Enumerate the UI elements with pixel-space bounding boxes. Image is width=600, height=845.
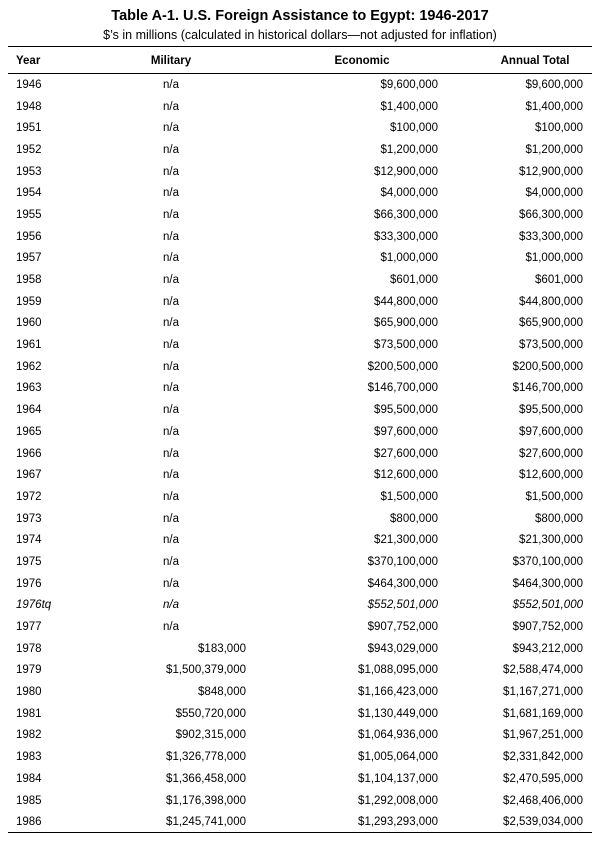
cell-military: n/a	[163, 339, 179, 352]
cell-economic: $27,600,000	[374, 447, 438, 460]
table-row	[8, 768, 592, 790]
cell-military: n/a	[163, 165, 179, 178]
cell-total: $44,800,000	[519, 295, 583, 308]
table-row	[8, 638, 592, 660]
cell-total: $1,681,169,000	[503, 707, 583, 720]
cell-economic: $44,800,000	[374, 295, 438, 308]
cell-total: $370,100,000	[512, 555, 583, 568]
cell-economic: $146,700,000	[367, 382, 438, 395]
cell-year: 1980	[16, 686, 42, 699]
header-military: Military	[150, 55, 192, 67]
table-row	[8, 96, 592, 118]
cell-year: 1985	[16, 794, 42, 807]
table-row	[8, 486, 592, 508]
cell-year: 1984	[16, 772, 42, 785]
cell-military: n/a	[163, 274, 179, 287]
cell-military: n/a	[163, 143, 179, 156]
cell-year: 1957	[16, 252, 42, 265]
table-row	[8, 790, 592, 812]
cell-military: n/a	[163, 534, 179, 547]
cell-military: n/a	[163, 425, 179, 438]
cell-military: n/a	[163, 208, 179, 221]
cell-year: 1975	[16, 555, 42, 568]
cell-year: 1963	[16, 382, 42, 395]
table-row	[8, 746, 592, 768]
cell-military: n/a	[163, 360, 179, 373]
cell-year: 1946	[16, 78, 42, 91]
cell-military: n/a	[163, 295, 179, 308]
cell-economic: $33,300,000	[374, 230, 438, 243]
assistance-table	[8, 49, 592, 833]
table-row	[8, 573, 592, 595]
table-row	[8, 291, 592, 313]
table-row	[8, 399, 592, 421]
table-row	[8, 378, 592, 400]
cell-military: $902,315,000	[175, 729, 246, 742]
cell-total: $601,000	[535, 274, 583, 287]
cell-economic: $65,900,000	[374, 317, 438, 330]
cell-military: n/a	[163, 404, 179, 417]
cell-total: $943,212,000	[512, 642, 583, 655]
cell-total: $100,000	[535, 122, 583, 135]
cell-year: 1977	[16, 621, 42, 634]
table-row	[8, 74, 592, 96]
cell-year: 1986	[16, 816, 42, 829]
cell-economic: $97,600,000	[374, 425, 438, 438]
cell-year: 1973	[16, 512, 42, 525]
table-row	[8, 248, 592, 270]
cell-military: $1,366,458,000	[166, 772, 246, 785]
cell-total: $2,470,595,000	[503, 772, 583, 785]
cell-year: 1976	[16, 577, 42, 590]
cell-military: $848,000	[198, 686, 246, 699]
cell-economic: $800,000	[390, 512, 438, 525]
cell-military: n/a	[163, 512, 179, 525]
cell-military: n/a	[163, 621, 179, 634]
cell-total: $1,967,251,000	[503, 729, 583, 742]
cell-economic: $1,500,000	[380, 490, 438, 503]
cell-total: $2,539,034,000	[503, 816, 583, 829]
table-row	[8, 161, 592, 183]
table-row	[8, 464, 592, 486]
cell-military: n/a	[163, 382, 179, 395]
top-rule	[8, 46, 592, 47]
table-row	[8, 681, 592, 703]
cell-military: $1,176,398,000	[166, 794, 246, 807]
cell-year: 1960	[16, 317, 42, 330]
table-title: Table A-1. U.S. Foreign Assistance to Egypt: 1946-2017	[111, 8, 489, 24]
cell-year: 1955	[16, 208, 42, 221]
table-row	[8, 334, 592, 356]
cell-year: 1958	[16, 274, 42, 287]
cell-economic: $21,300,000	[374, 534, 438, 547]
cell-total: $33,300,000	[519, 230, 583, 243]
cell-economic: $66,300,000	[374, 208, 438, 221]
table-row	[8, 508, 592, 530]
cell-year: 1982	[16, 729, 42, 742]
cell-military: n/a	[163, 577, 179, 590]
table-row	[8, 725, 592, 747]
cell-total: $464,300,000	[512, 577, 583, 590]
cell-military: n/a	[163, 78, 179, 91]
cell-economic: $1,293,293,000	[358, 816, 438, 829]
bottom-rule	[8, 832, 592, 833]
table-row	[8, 703, 592, 725]
cell-economic: $4,000,000	[380, 187, 438, 200]
cell-economic: $9,600,000	[380, 78, 438, 91]
cell-total: $1,167,271,000	[503, 686, 583, 699]
table-row	[8, 117, 592, 139]
table-row	[8, 139, 592, 161]
cell-total: $95,500,000	[519, 404, 583, 417]
table-row	[8, 660, 592, 682]
cell-economic: $100,000	[390, 122, 438, 135]
cell-economic: $1,400,000	[380, 100, 438, 113]
cell-economic: $464,300,000	[367, 577, 438, 590]
cell-year: 1978	[16, 642, 42, 655]
cell-year: 1952	[16, 143, 42, 156]
cell-total: $1,000,000	[525, 252, 583, 265]
header-year: Year	[16, 55, 41, 67]
cell-year: 1961	[16, 339, 42, 352]
cell-economic: $95,500,000	[374, 404, 438, 417]
cell-year: 1956	[16, 230, 42, 243]
cell-military: n/a	[163, 187, 179, 200]
cell-military: n/a	[163, 490, 179, 503]
cell-total: $4,000,000	[525, 187, 583, 200]
cell-total: $65,900,000	[519, 317, 583, 330]
cell-total: $907,752,000	[512, 621, 583, 634]
cell-military: n/a	[163, 100, 179, 113]
cell-economic: $943,029,000	[367, 642, 438, 655]
cell-military: n/a	[163, 122, 179, 135]
cell-military: n/a	[163, 230, 179, 243]
cell-year: 1954	[16, 187, 42, 200]
cell-economic: $1,088,095,000	[358, 664, 438, 677]
cell-military: n/a	[163, 447, 179, 460]
table-row	[8, 269, 592, 291]
table-row	[8, 443, 592, 465]
cell-economic: $12,600,000	[374, 469, 438, 482]
cell-total: $200,500,000	[512, 360, 583, 373]
cell-total: $12,600,000	[519, 469, 583, 482]
cell-year: 1951	[16, 122, 42, 135]
header-row	[8, 49, 592, 74]
cell-total: $66,300,000	[519, 208, 583, 221]
cell-military: $550,720,000	[175, 707, 246, 720]
cell-military: n/a	[163, 469, 179, 482]
header-total: Annual Total	[500, 55, 570, 67]
cell-total: $9,600,000	[525, 78, 583, 91]
cell-total: $73,500,000	[519, 339, 583, 352]
cell-economic: $1,130,449,000	[358, 707, 438, 720]
cell-year: 1953	[16, 165, 42, 178]
table-row	[8, 551, 592, 573]
table-row	[8, 313, 592, 335]
cell-total: $12,900,000	[519, 165, 583, 178]
cell-year: 1965	[16, 425, 42, 438]
table-row	[8, 595, 592, 617]
cell-year: 1959	[16, 295, 42, 308]
cell-total: $2,588,474,000	[503, 664, 583, 677]
table-row	[8, 811, 592, 833]
cell-economic: $1,104,137,000	[358, 772, 438, 785]
table-row	[8, 226, 592, 248]
header-economic: Economic	[334, 55, 390, 67]
cell-total: $1,200,000	[525, 143, 583, 156]
table-body	[8, 74, 592, 834]
cell-year: 1983	[16, 751, 42, 764]
cell-military: $1,500,379,000	[166, 664, 246, 677]
cell-economic: $200,500,000	[367, 360, 438, 373]
cell-economic: $601,000	[390, 274, 438, 287]
cell-total: $552,501,000	[512, 599, 583, 612]
cell-economic: $907,752,000	[367, 621, 438, 634]
cell-military: $1,245,741,000	[166, 816, 246, 829]
cell-total: $1,500,000	[525, 490, 583, 503]
cell-year: 1976tq	[16, 599, 52, 612]
cell-military: $183,000	[198, 642, 246, 655]
cell-year: 1948	[16, 100, 42, 113]
cell-year: 1966	[16, 447, 42, 460]
cell-year: 1964	[16, 404, 42, 417]
cell-economic: $1,005,064,000	[358, 751, 438, 764]
cell-military: $1,326,778,000	[166, 751, 246, 764]
cell-year: 1981	[16, 707, 42, 720]
cell-economic: $73,500,000	[374, 339, 438, 352]
cell-economic: $12,900,000	[374, 165, 438, 178]
cell-economic: $1,166,423,000	[358, 686, 438, 699]
table-row	[8, 356, 592, 378]
cell-economic: $1,292,008,000	[358, 794, 438, 807]
cell-military: n/a	[163, 599, 179, 612]
table-row	[8, 616, 592, 638]
cell-economic: $1,000,000	[380, 252, 438, 265]
cell-total: $97,600,000	[519, 425, 583, 438]
table-row	[8, 529, 592, 551]
cell-total: $27,600,000	[519, 447, 583, 460]
cell-economic: $1,200,000	[380, 143, 438, 156]
cell-year: 1962	[16, 360, 42, 373]
table-subtitle: $’s in millions (calculated in historical dollars—not adjusted for inflation)	[103, 28, 497, 42]
cell-year: 1967	[16, 469, 42, 482]
cell-total: $800,000	[535, 512, 583, 525]
cell-total: $2,468,406,000	[503, 794, 583, 807]
cell-total: $21,300,000	[519, 534, 583, 547]
cell-military: n/a	[163, 317, 179, 330]
cell-economic: $370,100,000	[367, 555, 438, 568]
cell-military: n/a	[163, 252, 179, 265]
cell-military: n/a	[163, 555, 179, 568]
cell-economic: $552,501,000	[367, 599, 438, 612]
table-row	[8, 421, 592, 443]
cell-year: 1972	[16, 490, 42, 503]
cell-year: 1974	[16, 534, 42, 547]
table-row	[8, 182, 592, 204]
cell-economic: $1,064,936,000	[358, 729, 438, 742]
table-row	[8, 204, 592, 226]
cell-total: $1,400,000	[525, 100, 583, 113]
cell-total: $146,700,000	[512, 382, 583, 395]
cell-total: $2,331,842,000	[503, 751, 583, 764]
cell-year: 1979	[16, 664, 42, 677]
